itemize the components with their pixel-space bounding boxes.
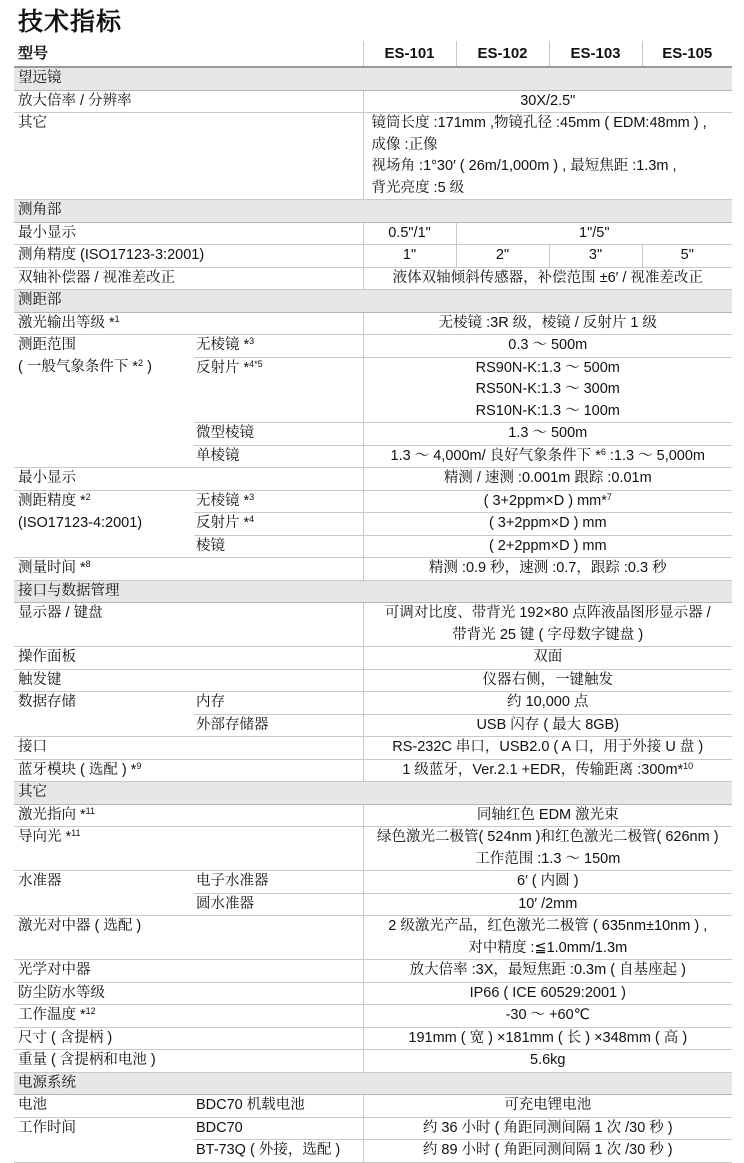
row-laser-plummet: [14, 916, 732, 960]
sub-label: 内存: [194, 692, 363, 715]
label-text: 无棱镜 *: [196, 337, 250, 353]
row-label: [14, 335, 194, 446]
row-size: [14, 1027, 732, 1050]
row-value: 6′ ( 内圆 ): [363, 871, 732, 894]
row-label: 重量 ( 含提柄和电池 ): [14, 1050, 363, 1073]
footnote-mark: 9: [136, 760, 142, 771]
row-label: [14, 558, 363, 581]
row-temperature: [14, 1005, 732, 1028]
row-value-es102: 2": [456, 245, 549, 268]
label-text: 反射片 *: [196, 359, 250, 376]
value-text: 1.3 ～ 4,000m/ 良好气象条件下 *: [390, 447, 601, 464]
row-label-blank: [14, 1140, 194, 1163]
row-optical-plummet: [14, 960, 732, 983]
label-text: 无棱镜 *: [196, 492, 250, 509]
label-text: ( 一般气象条件下 *: [18, 358, 139, 375]
value-text: ( 3+2ppm×D ) mm*: [483, 492, 607, 509]
row-label: 尺寸 ( 含提柄 ): [14, 1027, 363, 1050]
row-value: IP66 ( ICE 60529:2001 ): [363, 982, 732, 1005]
row-value: 30X/2.5": [363, 90, 732, 113]
row-label: 其它: [14, 113, 363, 200]
row-label: [14, 759, 363, 782]
row-range-prismless: [14, 335, 732, 358]
footnote-mark: 10: [683, 760, 694, 771]
row-value: 1.3 ～ 500m: [363, 423, 732, 446]
row-value: ( 3+2ppm×D ) mm: [363, 513, 732, 536]
row-label: [14, 1005, 363, 1028]
row-laser-class: [14, 312, 732, 335]
row-label: 触发键: [14, 669, 363, 692]
label-text: 测距精度 *: [18, 492, 86, 509]
label-line: 测距范围: [18, 337, 76, 353]
section-title: 望远镜: [14, 67, 732, 90]
footnote-mark: 12: [85, 1006, 96, 1016]
sub-label: 棱镜: [194, 535, 363, 558]
row-value: 约 10,000 点: [363, 692, 732, 715]
sub-label: 单棱镜: [194, 445, 363, 468]
row-value: 无棱镜 :3R 级，棱镜 / 反射片 1 级: [363, 312, 732, 335]
row-value: 放大倍率 :3X，最短焦距 :0.3m ( 自基座起 ): [363, 960, 732, 983]
row-display: [14, 603, 732, 647]
row-label: 接口: [14, 737, 363, 760]
row-value: 约 36 小时 ( 角距同测间隔 1 次 /30 秒 ): [363, 1117, 732, 1140]
row-label: 最小显示: [14, 222, 363, 245]
row-magnification: [14, 90, 732, 113]
row-panel: [14, 647, 732, 670]
row-dist-acc-prismless: [14, 490, 732, 513]
row-value: 可充电锂电池: [363, 1095, 732, 1118]
row-value-es103: 3": [549, 245, 642, 268]
row-level-circular: [14, 893, 732, 916]
sub-label: [194, 490, 363, 513]
row-value: [363, 827, 732, 871]
model-es-103: ES-103: [549, 41, 642, 67]
sub-label: BDC70 机载电池: [194, 1095, 363, 1118]
row-label: [14, 490, 194, 513]
row-value: ( 2+2ppm×D ) mm: [363, 535, 732, 558]
label-text: 激光指向 *: [18, 806, 86, 823]
value-line: RS50N-K:1.3 ～ 300m: [475, 381, 620, 397]
footnote-mark: 6: [600, 446, 606, 457]
label-text: 导向光 *: [18, 829, 72, 845]
row-label-blank: [14, 445, 194, 468]
row-label: 光学对中器: [14, 960, 363, 983]
footnote-mark: 11: [71, 828, 81, 838]
row-label: [14, 804, 363, 827]
model-es-102: ES-102: [456, 41, 549, 67]
row-value: [363, 759, 732, 782]
row-value-es101: 1": [363, 245, 456, 268]
row-value-others: 1"/5": [456, 222, 732, 245]
row-value: [363, 490, 732, 513]
sub-label: [194, 335, 363, 358]
row-value: [363, 445, 732, 468]
row-work-time-bdc70: [14, 1117, 732, 1140]
row-compensator: [14, 267, 732, 290]
footnote-mark: 2: [85, 491, 91, 502]
section-title: 接口与数据管理: [14, 580, 732, 603]
row-level-electronic: [14, 871, 732, 894]
value-text: :1.3 ～ 5,000m: [605, 447, 705, 464]
value-line: 2 级激光产品，红色激光二极管 ( 635nm±10nm ) ,: [388, 918, 708, 934]
row-bluetooth: [14, 759, 732, 782]
row-value: 精测 / 速测 :0.001m 跟踪 :0.01m: [363, 468, 732, 491]
section-distance: [14, 290, 732, 313]
row-label: 工作时间: [18, 1119, 76, 1136]
footnote-mark: 11: [85, 805, 96, 816]
value-line: 带背光 25 键 ( 字母数字键盘 ): [452, 626, 644, 643]
row-label: 显示器 / 键盘: [14, 603, 363, 647]
row-label: 最小显示: [14, 468, 363, 491]
row-value: 191mm ( 宽 ) ×181mm ( 长 ) ×348mm ( 高 ): [363, 1027, 732, 1050]
section-telescope: [14, 67, 732, 90]
sub-label: [194, 513, 363, 536]
row-label: (ISO17123-4:2001): [18, 514, 143, 531]
row-label: 激光对中器 ( 选配 ): [14, 916, 363, 960]
row-value-es101: 0.5"/1": [363, 222, 456, 245]
row-guide-light: [14, 827, 732, 871]
row-laser-pointer: [14, 804, 732, 827]
footnote-mark: 3: [249, 336, 255, 346]
sub-label: 圆水准器: [194, 893, 363, 916]
row-label: 电池: [14, 1095, 194, 1118]
sub-label: 微型棱镜: [194, 423, 363, 446]
sub-label: BT-73Q ( 外接，选配 ): [194, 1140, 363, 1163]
row-value: 双面: [363, 647, 732, 670]
value-line: RS10N-K:1.3 ～ 100m: [475, 402, 620, 419]
row-angle-accuracy: [14, 245, 732, 268]
section-other: [14, 782, 732, 805]
row-value: 精测 :0.9 秒，速测 :0.7，跟踪 :0.3 秒: [363, 558, 732, 581]
row-meas-time: [14, 558, 732, 581]
row-telescope-other: [14, 113, 732, 200]
row-label: 操作面板: [14, 647, 363, 670]
value-text: 1 级蓝牙，Ver.2.1 +EDR，传输距离 :300m*: [402, 761, 684, 778]
footnote-mark: 8: [85, 559, 91, 569]
footnote-mark: 2: [138, 357, 144, 368]
footnote-mark: 1: [114, 313, 120, 324]
row-value-es105: 5": [642, 245, 732, 268]
page-title: 技术指标: [18, 8, 123, 36]
row-label-blank: [14, 893, 194, 916]
label-text: 测量时间 *: [18, 560, 86, 576]
row-weight: [14, 1050, 732, 1073]
footnote-mark: 4*5: [249, 358, 263, 369]
footnote-mark: 3: [249, 491, 255, 502]
spec-table-container: [14, 41, 732, 1163]
section-title: 测角部: [14, 200, 732, 223]
row-port: [14, 737, 732, 760]
row-label: [14, 312, 363, 335]
sub-label: [194, 357, 363, 423]
row-value: 约 89 小时 ( 角距同测间隔 1 次 /30 秒 ): [363, 1140, 732, 1163]
row-value: 液体双轴倾斜传感器，补偿范围 ±6′ / 视准差改正: [363, 267, 732, 290]
row-value: 同轴红色 EDM 激光束: [363, 804, 732, 827]
row-value: -30 ～ +60℃: [363, 1005, 732, 1028]
row-label: 防尘防水等级: [14, 982, 363, 1005]
row-value: 10′ /2mm: [363, 893, 732, 916]
row-label: 测角精度 (ISO17123-3:2001): [14, 245, 363, 268]
row-storage-internal: [14, 692, 732, 715]
header-row: [14, 41, 732, 67]
label-text: 蓝牙模块 ( 选配 ) *: [18, 761, 137, 778]
value-line: 视场角 :1°30′ ( 26m/1,000m ) , 最短焦距 :1.3m ,: [371, 158, 677, 174]
row-value: 0.3 ～ 500m: [363, 335, 732, 358]
section-title: 电源系统: [14, 1072, 732, 1095]
footnote-mark: 4: [249, 514, 255, 524]
row-value: RS-232C 串口，USB2.0 ( A 口，用于外接 U 盘 ): [363, 737, 732, 760]
row-value: [363, 113, 732, 200]
row-ip-rating: [14, 982, 732, 1005]
row-value: 仪器右侧，一键触发: [363, 669, 732, 692]
value-line: 镜筒长度 :171mm ,物镜孔径 :45mm ( EDM:48mm ) ,: [371, 115, 707, 131]
row-battery: [14, 1095, 732, 1118]
row-dist-acc-sheet: [14, 513, 732, 536]
row-range-single-prism: [14, 445, 732, 468]
row-value: 5.6kg: [363, 1050, 732, 1073]
section-angle: [14, 200, 732, 223]
row-min-display-angle: [14, 222, 732, 245]
row-min-display-dist: [14, 468, 732, 491]
row-work-time-bt73q: [14, 1140, 732, 1163]
row-storage-external: [14, 714, 732, 737]
label-text: ): [143, 358, 152, 375]
row-value: [363, 916, 732, 960]
label-text: 反射片 *: [196, 515, 250, 531]
row-trigger: [14, 669, 732, 692]
label-text: 激光输出等级 *: [18, 314, 115, 331]
model-es-101: ES-101: [363, 41, 456, 67]
spec-table: [14, 41, 732, 1163]
value-line: 对中精度 :≦1.0mm/1.3m: [468, 939, 628, 956]
section-interface: [14, 580, 732, 603]
row-label-blank: [14, 714, 194, 737]
row-label: [14, 827, 363, 871]
row-label: 双轴补偿器 / 视准差改正: [14, 267, 363, 290]
value-line: 背光亮度 :5 级: [371, 179, 465, 196]
row-label: 放大倍率 / 分辨率: [14, 90, 363, 113]
row-value: USB 闪存 ( 最大 8GB): [363, 714, 732, 737]
sub-label: 电子水准器: [194, 871, 363, 894]
label-line: [18, 357, 190, 379]
section-power: [14, 1072, 732, 1095]
value-line: 绿色激光二极管( 524nm )和红色激光二极管( 626nm ): [376, 829, 719, 845]
value-line: 成像 :正像: [371, 136, 438, 153]
value-line: 工作范围 :1.3 ～ 150m: [475, 850, 621, 867]
label-text: 工作温度 *: [18, 1007, 86, 1023]
sub-label: 外部存储器: [194, 714, 363, 737]
row-label: 数据存储: [18, 694, 76, 710]
row-value: [363, 603, 732, 647]
model-es-105: ES-105: [642, 41, 732, 67]
value-line: 可调对比度、带背光 192×80 点阵液晶图形显示器 /: [384, 605, 711, 621]
sub-label: BDC70: [194, 1117, 363, 1140]
row-dist-acc-prism: [14, 535, 732, 558]
row-label: 水准器: [18, 873, 62, 889]
footnote-mark: 7: [606, 491, 612, 502]
row-value: [363, 357, 732, 423]
model-label: 型号: [14, 41, 363, 67]
value-line: RS90N-K:1.3 ～ 500m: [475, 359, 620, 376]
section-title: 测距部: [14, 290, 732, 313]
section-title: 其它: [14, 782, 732, 805]
row-label-blank: [14, 535, 194, 558]
